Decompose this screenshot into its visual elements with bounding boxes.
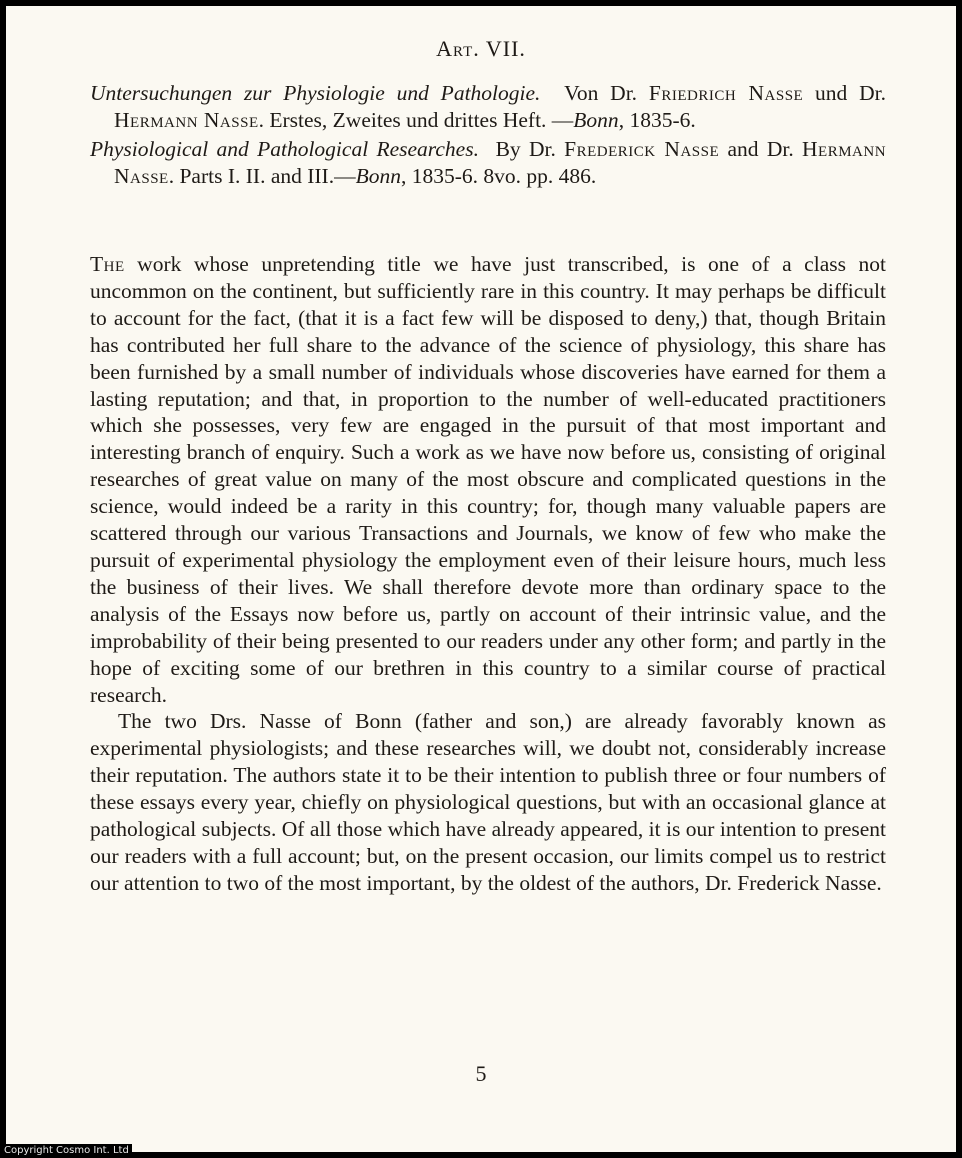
paragraph-2: The two Drs. Nasse of Bonn (father and son,) are already favorably known as experimental physiologists; and these researches will, we doubt not, considerably increase their reputation. The authors state it to be their intention to publish three or four numbers of these essays every year, chiefly on physiological questions, but with an occasional glance at pathological subjects. Of all those which have already appeared, it is our intention to present our readers with a full account; but, on the present occasion, our limits compel us to restrict our attention to two of the most important, by the oldest of the authors, Dr. Frederick Nasse.: [90, 709, 886, 895]
page-number: 5: [475, 1061, 487, 1086]
citation-text: . Erstes, Zweites und drittes Heft. —: [258, 107, 574, 132]
article-body: [90, 251, 886, 897]
citation-title: Untersuchungen zur Physiologie und Pathologie.: [90, 81, 541, 105]
citation-english: [90, 136, 886, 189]
citation-text: By Dr.: [495, 137, 565, 161]
citation-german: [90, 80, 886, 133]
citation-year: , 1835-6. 8vo. pp. 486.: [401, 163, 597, 188]
article-heading: Art. VII.: [436, 36, 526, 61]
paragraph-1-text: work whose unpretending title we have just transcribed, is one of a class not uncommon on the continent, but sufficiently rare in this country. It may perhaps be difficult to account for the fact, (that it is a fact few will be disposed to deny,) that, though Britain has contributed her full share to the advance of the science of physiology, this share has been furnished by a small number of individuals whose discoveries have earned for them a lasting reputation; and that, in proportion to the number of well-educated practitioners which she possesses, very few are engaged in the pursuit of that most important and interesting branch of enquiry. Such a work as we have now before us, consisting of original researches of great value on many of the most obscure and complicated questions in the science, would indeed be a rarity in this country; for, though many valuable papers are scattered through our various Transactions and Journals, we know of few who make the pursuit of experimental physiology the employment even of their leisure hours, much less the business of their lives. We shall therefore devote more than ordinary space to the analysis of the Essays now before us, partly on account of their intrinsic value, and the improbability of their being presented to our readers under any other form; and partly in the hope of exciting some of our brethren in this country to a similar course of practical research.: [90, 252, 886, 707]
citation-text: and Dr.: [719, 137, 802, 161]
citation-author: Frederick Nasse: [564, 137, 720, 161]
citation-author: Hermann Nasse: [114, 107, 259, 132]
copyright-notice: Copyright Cosmo Int. Ltd: [0, 1144, 132, 1158]
citation-author: Friedrich Nasse: [648, 81, 804, 105]
paragraph-1: [90, 251, 886, 708]
citation-text: und Dr.: [803, 81, 887, 105]
citation-place: Bonn: [573, 107, 619, 132]
citation-year: , 1835-6.: [618, 107, 696, 132]
citation-text: Von Dr.: [564, 81, 649, 105]
citation-author: Hermann Nasse: [114, 137, 887, 188]
document-page: [6, 6, 956, 1152]
citation-title: Physiological and Pathological Researches.: [90, 137, 479, 161]
citation-block: [90, 80, 886, 192]
paragraph-lead: The: [90, 252, 125, 276]
citation-place: Bonn: [355, 163, 401, 188]
citation-text: . Parts I. II. and III.—: [168, 163, 356, 188]
